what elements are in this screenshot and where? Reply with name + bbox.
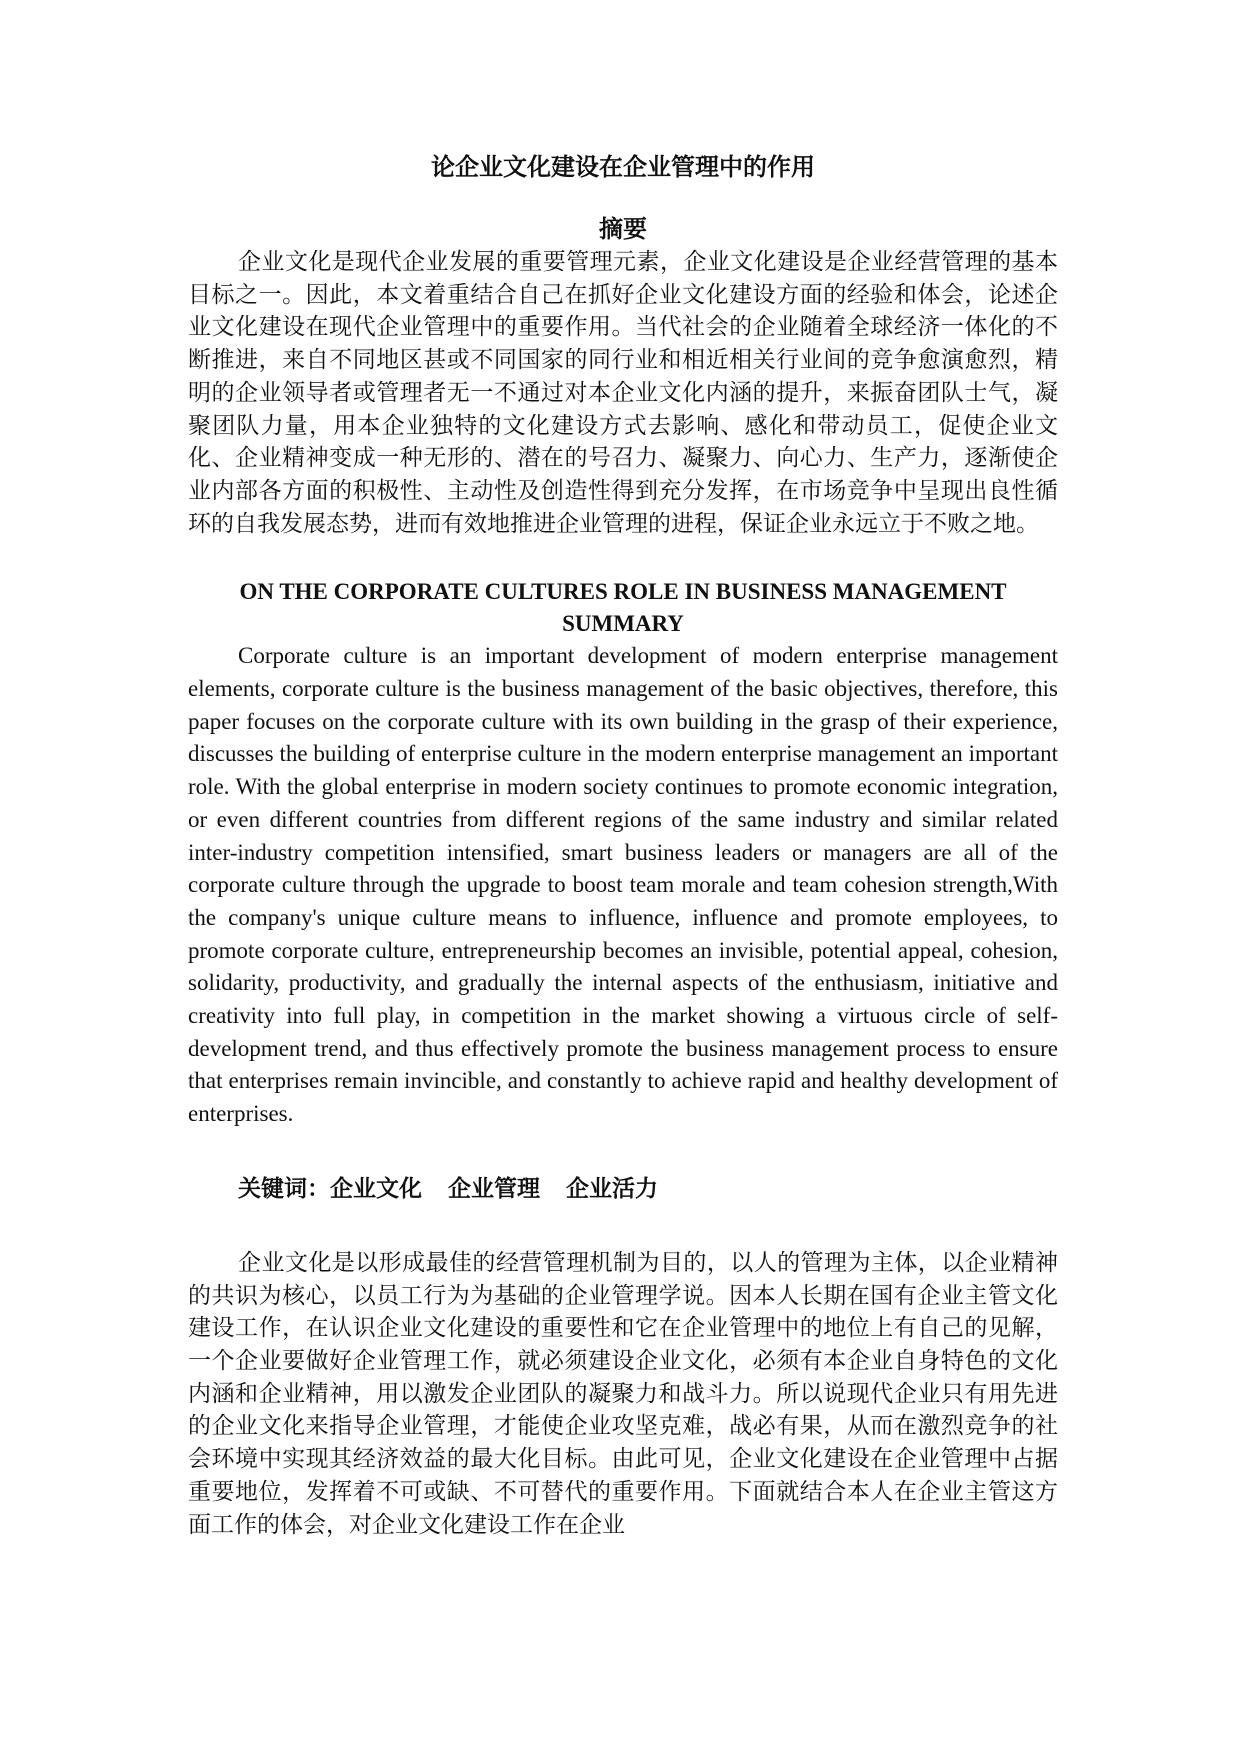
abstract-heading: 摘要	[599, 214, 647, 243]
keyword-item: 企业管理	[448, 1174, 540, 1202]
keywords-line	[188, 1173, 1058, 1205]
keyword-item: 企业文化	[330, 1174, 422, 1202]
page-content	[188, 150, 1058, 1541]
english-abstract-paragraph: Corporate culture is an important development of modern enterprise management elements, corporate culture is the business management of the basic objectives, therefore, this paper focuses on the corporate culture with its own building in the grasp of their experience, discusses the building of enterprise culture in the modern enterprise management an important role. With the global enterprise in modern society continues to promote economic integration, or even different countries from different regions of the same industry and similar related inter-industry competition intensified, smart business leaders or managers are all of the corporate culture through the upgrade to boost team morale and team cohesion strength,With the company's unique culture means to influence, influence and promote employees, to promote corporate culture, entrepreneurship becomes an invisible, potential appeal, cohesion, solidarity, productivity, and gradually the internal aspects of the enthusiasm, initiative and creativity into full play, in competition in the market showing a virtuous circle of self-development trend, and thus effectively promote the business management process to ensure that enterprises remain invincible, and constantly to achieve rapid and healthy development of enterprises.	[188, 643, 1058, 1127]
chinese-abstract-paragraph: 企业文化是现代企业发展的重要管理元素，企业文化建设是企业经营管理的基本目标之一。因此，本文着重结合自己在抓好企业文化建设方面的经验和体会，论述企业文化建设在现代企业管理中的重要作用。当代社会的企业随着全球经济一体化的不断推进，来自不同地区甚或不同国家的同行业和相近相关行业间的竞争愈演愈烈，精明的企业领导者或管理者无一不通过对本企业文化内涵的提升，来振奋团队士气，凝聚团队力量，用本企业独特的文化建设方式去影响、感化和带动员工，促使企业文化、企业精神变成一种无形的、潜在的号召力、凝聚力、向心力、生产力，逐渐使企业内部各方面的积极性、主动性及创造性得到充分发挥，在市场竞争中呈现出良性循环的自我发展态势，进而有效地推进企业管理的进程，保证企业永远立于不败之地。	[188, 249, 1058, 537]
keyword-item: 企业活力	[566, 1174, 658, 1202]
summary-heading: SUMMARY	[562, 611, 684, 637]
chinese-title: 论企业文化建设在企业管理中的作用	[431, 152, 815, 181]
body-paragraph: 企业文化是以形成最佳的经营管理机制为目的，以人的管理为主体，以企业精神的共识为核心，以员工行为为基础的企业管理学说。因本人长期在国有企业主管文化建设工作，在认识企业文化建设的重要性和它在企业管理中的地位上有自己的见解，一个企业要做好企业管理工作，就必须建设企业文化，必须有本企业自身特色的文化内涵和企业精神，用以激发企业团队的凝聚力和战斗力。所以说现代企业只有用先进的企业文化来指导企业管理，才能使企业攻坚克难，战必有果，从而在激烈竞争的社会环境中实现其经济效益的最大化目标。由此可见，企业文化建设在企业管理中占据重要地位，发挥着不可或缺、不可替代的重要作用。下面就结合本人在企业主管这方面工作的体会，对企业文化建设工作在企业	[188, 1249, 1058, 1538]
english-title: ON THE CORPORATE CULTURES ROLE IN BUSINESS MANAGEMENT	[239, 579, 1007, 605]
keywords-label: 关键词：	[238, 1174, 330, 1202]
